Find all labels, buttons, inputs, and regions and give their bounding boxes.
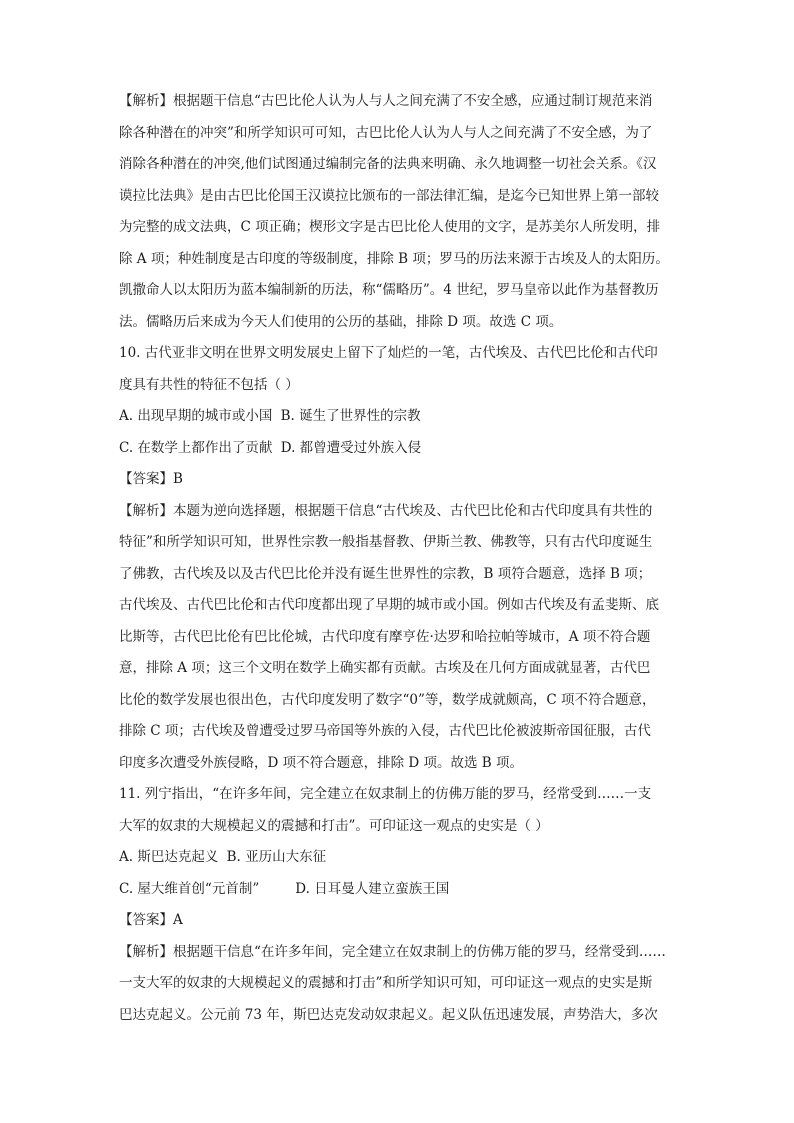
option-a: A. 斯巴达克起义 (119, 849, 219, 865)
analysis-block-q9 (119, 86, 679, 338)
option-c: C. 屋大维首创“元首制” (119, 880, 260, 897)
text-line: 消除各种潜在的冲突,他们试图通过编制完备的法典来明确、永久地调整一切社会关系。《汉 (119, 156, 657, 172)
analysis-line: 【解析】根据题干信息“在许多年间，完全建立在奴隶制上的仿佛万能的罗马，经常受到…… (119, 943, 666, 960)
analysis-line: 巴达克起义。公元前 73 年，斯巴达克发动奴隶起义。起义队伍迅速发展，声势浩大，多次 (119, 1006, 658, 1023)
question-stem-line: 大军的奴隶的大规模起义的震撼和打击”。可印证这一观点的史实是（ ） (119, 817, 549, 834)
options-row (119, 433, 679, 465)
text-line: 法。儒略历后来成为今天人们使用的公历的基础，排除 D 项。故选 C 项。 (119, 313, 563, 330)
analysis-line: 比伦的数学发展也很出色，古代印度发明了数字“0”等，数学成就颇高，C 项不符合题意， (119, 691, 656, 708)
analysis-line: 古代埃及、古代巴比伦和古代印度都出现了早期的城市或小国。例如古代埃及有孟斐斯、底 (119, 597, 659, 613)
analysis-line: 了佛教，古代埃及以及古代巴比伦并没有诞生世界性的宗教，B 项符合题意，选择 B 项； (119, 565, 652, 582)
analysis-line: 排除 C 项；古代埃及曾遭受过罗马帝国等外族的入侵，古代巴比伦被波斯帝国征服，古代 (119, 723, 651, 739)
option-d: D. 都曾遭受过外族入侵 (280, 439, 422, 456)
analysis-line: 【解析】本题为逆向选择题，根据题干信息“古代埃及、古代巴比伦和古代印度具有共性的 (119, 502, 653, 519)
question-11 (119, 779, 679, 1031)
analysis-line: 一支大军的奴隶的大规模起义的震撼和打击”和所学知识可知，可印证这一观点的史实是斯 (119, 975, 653, 991)
options-row (119, 874, 679, 906)
option-b: B. 诞生了世界性的宗教 (280, 408, 421, 424)
option-b: B. 亚历山大东征 (226, 849, 327, 865)
text-line: 凯撒命人以太阳历为蓝本编制新的历法，称“儒略历”。4 世纪，罗马皇帝以此作为基督教历 (119, 282, 659, 298)
answer-line: 【答案】B (119, 471, 183, 487)
document-page (119, 86, 679, 1031)
text-line: 除 A 项；种姓制度是古印度的等级制度，排除 B 项；罗马的历法来源于古埃及人的太阳历。 (119, 250, 669, 267)
text-line: 除各种潜在的冲突”和所学知识可可知，古巴比伦人认为人与人之间充满了不安全感，为了 (119, 124, 653, 141)
text-line: 【解析】根据题干信息“古巴比伦人认为人与人之间充满了不安全感，应通过制订规范来消 (119, 93, 653, 109)
question-stem-line: 度具有共性的特征不包括（ ） (119, 376, 299, 393)
analysis-line: 印度多次遭受外族侵略，D 项不符合题意，排除 D 项。故选 B 项。 (119, 754, 524, 771)
question-stem-line: 10. 古代亚非文明在世界文明发展史上留下了灿烂的一笔，古代埃及、古代巴比伦和古代印 (119, 345, 658, 361)
question-10 (119, 338, 679, 779)
analysis-line: 意，排除 A 项；这三个文明在数学上确实都有贡献。古埃及在几何方面成就显著，古代巴 (119, 660, 651, 676)
answer-line: 【答案】A (119, 912, 183, 928)
text-line: 谟拉比法典》是由古巴比伦国王汉谟拉比颁布的一部法律汇编，是迄今已知世界上第一部较 (119, 187, 659, 204)
option-a: A. 出现早期的城市或小国 (119, 408, 273, 424)
text-line: 为完整的成文法典，C 项正确；楔形文字是古巴比伦人使用的文字，是苏美尔人所发明，排 (119, 219, 661, 235)
analysis-line: 比斯等，古代巴比伦有巴比伦城，古代印度有摩亨佐·达罗和哈拉帕等城市，A 项不符合题 (119, 628, 651, 645)
option-d: D. 日耳曼人建立蛮族王国 (295, 880, 450, 897)
options-row (119, 842, 679, 874)
options-row (119, 401, 679, 433)
analysis-line: 特征”和所学知识可知，世界性宗教一般指基督教、伊斯兰教、佛教等，只有古代印度诞生 (119, 534, 653, 550)
option-c: C. 在数学上都作出了贡献 (119, 439, 273, 456)
question-stem-line: 11. 列宁指出，“在许多年间，完全建立在奴隶制上的仿佛万能的罗马，经常受到……一支 (119, 786, 652, 802)
